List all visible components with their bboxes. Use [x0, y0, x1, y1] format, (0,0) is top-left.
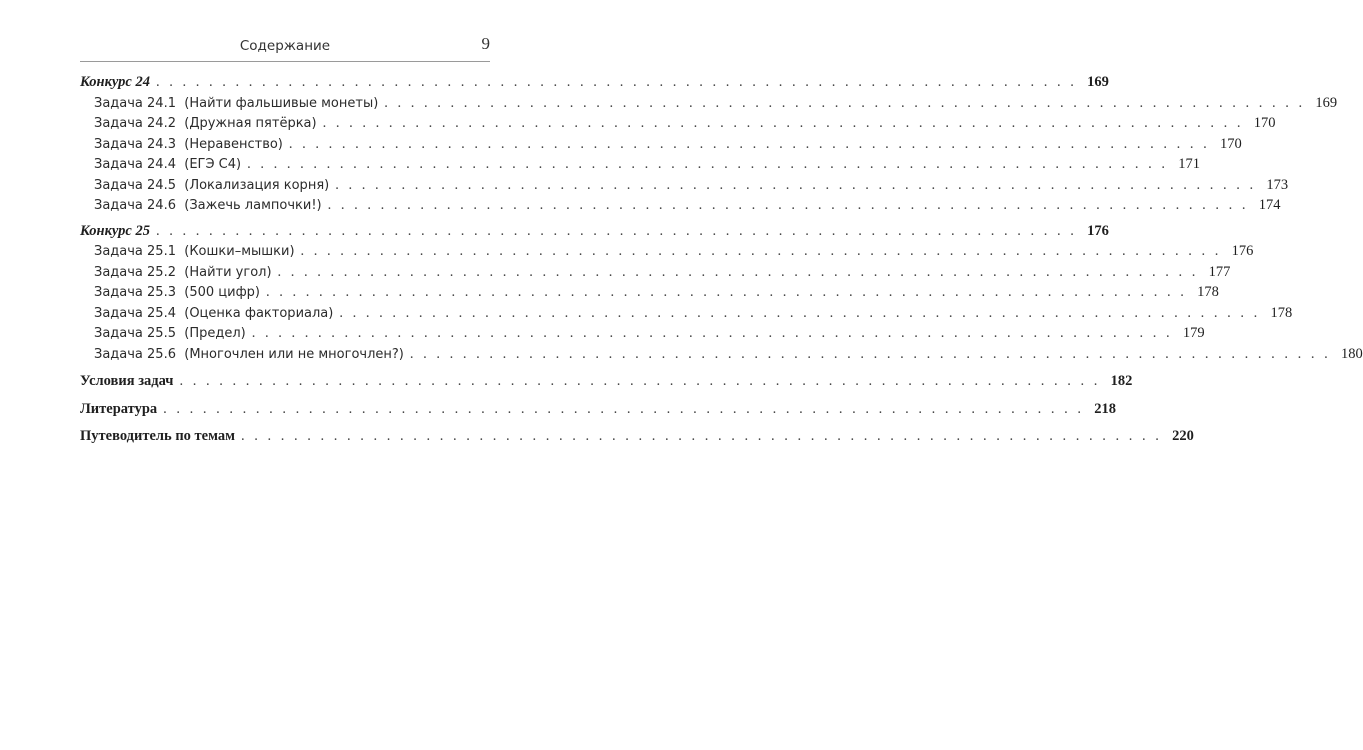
dot-leader: . . . . . . . . . . . . . . . . . . . . . . . . . . . . . . . . . . . . . . . . . . . . . . . . . . . . . . . . . . . . . . . . . . . . . . — [156, 222, 1077, 239]
dot-leader: . . . . . . . . . . . . . . . . . . . . . . . . . . . . . . . . . . . . . . . . . . . . . . . . . . . . . . . . . . . . . . . . . . . . . . — [241, 428, 1162, 444]
task-name: (Локализация корня) — [184, 177, 330, 193]
task-name: (ЕГЭ С4) — [184, 157, 242, 172]
task-label: Задача 25.1 — [94, 244, 176, 259]
toc-entry-task-25-5[interactable] — [80, 323, 1205, 344]
running-header — [80, 34, 490, 56]
task-name: (500 цифр) — [184, 285, 261, 300]
toc-entry-page: 180 — [1341, 345, 1363, 362]
toc-entry-page: 176 — [1231, 243, 1254, 259]
toc-entry-page: 218 — [1094, 400, 1117, 417]
dot-leader: . . . . . . . . . . . . . . . . . . . . . . . . . . . . . . . . . . . . . . . . . . . . . . . . . . . . . . . . . . . . . . . . . . . . . . — [266, 284, 1187, 300]
dot-leader: . . . . . . . . . . . . . . . . . . . . . . . . . . . . . . . . . . . . . . . . . . . . . . . . . . . . . . . . . . . . . . . . . . . . . . — [322, 115, 1244, 131]
task-label: Задача 24.4 — [94, 157, 176, 172]
toc-entry-page: 220 — [1172, 428, 1194, 444]
task-name: (Кошки–мышки) — [184, 244, 295, 259]
task-name: (Оценка факториала) — [184, 305, 334, 321]
task-label: Задача 25.3 — [94, 285, 176, 300]
toc-entry-task-25-3[interactable] — [80, 282, 1219, 303]
toc-entry-page: 171 — [1178, 156, 1200, 172]
dot-leader: . . . . . . . . . . . . . . . . . . . . . . . . . . . . . . . . . . . . . . . . . . . . . . . . . . . . . . . . . . . . . . . . . . . . . . — [335, 176, 1257, 193]
task-name: (Найти угол) — [184, 264, 272, 280]
task-label: Задача 24.3 — [94, 136, 176, 152]
task-name: (Зажечь лампочки!) — [184, 198, 322, 213]
toc-entry-task-24-5[interactable] — [80, 175, 1289, 196]
toc-entry-page: 169 — [1315, 94, 1338, 111]
toc-entry-page: 174 — [1258, 197, 1281, 213]
toc-entry-page: 170 — [1253, 115, 1276, 131]
toc-entry-task-24-3[interactable] — [80, 134, 1242, 155]
dot-leader: . . . . . . . . . . . . . . . . . . . . . . . . . . . . . . . . . . . . . . . . . . . . . . . . . . . . . . . . . . . . . . . . . . . . . . — [156, 74, 1077, 90]
header-page-number: 9 — [481, 34, 490, 53]
toc-entry-title: Путеводитель по темам — [80, 428, 236, 444]
toc-entry-task-25-2[interactable] — [80, 262, 1231, 283]
table-of-contents — [80, 72, 1363, 447]
toc-entry-page: 182 — [1110, 373, 1133, 389]
task-label: Задача 24.1 — [94, 95, 176, 111]
toc-entry-task-24-6[interactable] — [80, 195, 1281, 216]
toc-entry-task-25-6[interactable] — [80, 344, 1363, 365]
dot-leader: . . . . . . . . . . . . . . . . . . . . . . . . . . . . . . . . . . . . . . . . . . . . . . . . . . . . . . . . . . . . . . . . . . . . . . — [300, 243, 1222, 259]
toc-entry-problem-statements[interactable] — [80, 371, 1133, 392]
toc-entry-page: 177 — [1208, 263, 1231, 280]
toc-entry-page: 176 — [1087, 222, 1109, 239]
toc-entry-contest-25[interactable] — [80, 221, 1109, 242]
task-label: Задача 24.6 — [94, 198, 176, 213]
toc-entry-topic-guide[interactable] — [80, 426, 1194, 447]
toc-entry-title: Конкурс 25 — [80, 222, 150, 239]
dot-leader: . . . . . . . . . . . . . . . . . . . . . . . . . . . . . . . . . . . . . . . . . . . . . . . . . . . . . . . . . . . . . . . . . . . . . . — [339, 304, 1261, 321]
task-label: Задача 25.2 — [94, 264, 176, 280]
toc-entry-task-24-2[interactable] — [80, 113, 1276, 134]
dot-leader: . . . . . . . . . . . . . . . . . . . . . . . . . . . . . . . . . . . . . . . . . . . . . . . . . . . . . . . . . . . . . . . . . . . . . . — [179, 373, 1101, 389]
dot-leader: . . . . . . . . . . . . . . . . . . . . . . . . . . . . . . . . . . . . . . . . . . . . . . . . . . . . . . . . . . . . . . . . . . . . . . — [163, 400, 1085, 417]
dot-leader: . . . . . . . . . . . . . . . . . . . . . . . . . . . . . . . . . . . . . . . . . . . . . . . . . . . . . . . . . . . . . . . . . . . . . . — [277, 263, 1199, 280]
dot-leader: . . . . . . . . . . . . . . . . . . . . . . . . . . . . . . . . . . . . . . . . . . . . . . . . . . . . . . . . . . . . . . . . . . . . . . — [288, 135, 1210, 152]
task-name: (Многочлен или не многочлен?) — [184, 346, 404, 362]
dot-leader: . . . . . . . . . . . . . . . . . . . . . . . . . . . . . . . . . . . . . . . . . . . . . . . . . . . . . . . . . . . . . . . . . . . . . . — [384, 94, 1306, 111]
task-name: (Найти фальшивые монеты) — [184, 95, 379, 111]
toc-entry-page: 173 — [1266, 176, 1289, 193]
toc-entry-page: 179 — [1182, 325, 1205, 341]
toc-entry-contest-24[interactable] — [80, 72, 1109, 93]
toc-entry-title: Литература — [80, 400, 158, 417]
toc-entry-title: Условия задач — [80, 373, 174, 389]
task-name: (Предел) — [184, 326, 246, 341]
toc-entry-literature[interactable] — [80, 399, 1117, 420]
header-rule — [80, 61, 490, 62]
task-label: Задача 25.4 — [94, 305, 176, 321]
header-title: Содержание — [239, 38, 331, 54]
toc-entry-task-24-1[interactable] — [80, 93, 1338, 114]
dot-leader: . . . . . . . . . . . . . . . . . . . . . . . . . . . . . . . . . . . . . . . . . . . . . . . . . . . . . . . . . . . . . . . . . . . . . . — [251, 325, 1173, 341]
dot-leader: . . . . . . . . . . . . . . . . . . . . . . . . . . . . . . . . . . . . . . . . . . . . . . . . . . . . . . . . . . . . . . . . . . . . . . — [247, 156, 1168, 172]
task-label: Задача 24.2 — [94, 116, 176, 131]
toc-entry-page: 170 — [1220, 135, 1242, 152]
toc-entry-page: 178 — [1270, 304, 1293, 321]
task-name: (Неравенство) — [184, 136, 283, 152]
toc-entry-task-24-4[interactable] — [80, 154, 1200, 175]
toc-entry-task-25-4[interactable] — [80, 303, 1293, 324]
task-label: Задача 25.5 — [94, 326, 176, 341]
toc-entry-task-25-1[interactable] — [80, 241, 1254, 262]
toc-entry-page: 178 — [1197, 284, 1219, 300]
toc-entry-title: Конкурс 24 — [80, 74, 150, 90]
task-label: Задача 25.6 — [94, 346, 176, 362]
task-name: (Дружная пятёрка) — [184, 116, 317, 131]
dot-leader: . . . . . . . . . . . . . . . . . . . . . . . . . . . . . . . . . . . . . . . . . . . . . . . . . . . . . . . . . . . . . . . . . . . . . . — [409, 345, 1331, 362]
task-label: Задача 24.5 — [94, 177, 176, 193]
dot-leader: . . . . . . . . . . . . . . . . . . . . . . . . . . . . . . . . . . . . . . . . . . . . . . . . . . . . . . . . . . . . . . . . . . . . . . — [327, 197, 1249, 213]
toc-entry-page: 169 — [1087, 74, 1109, 90]
